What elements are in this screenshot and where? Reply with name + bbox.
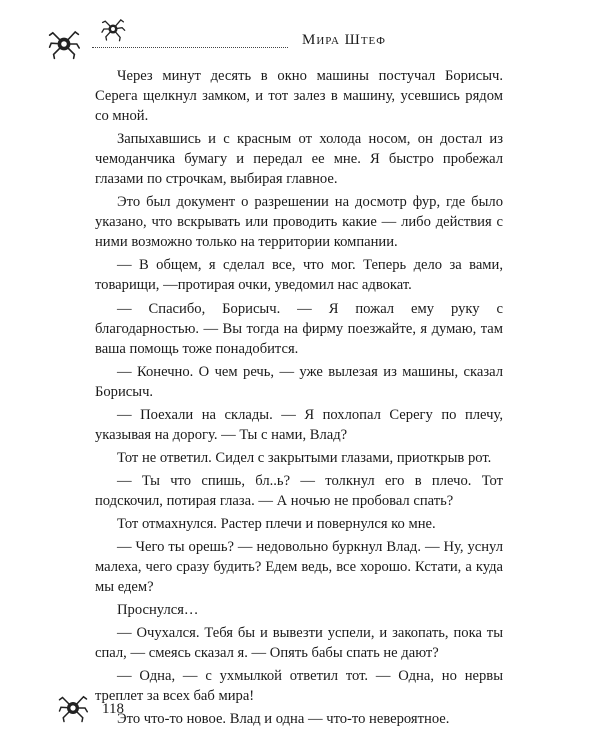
paragraph: — Поехали на склады. — Я похлопал Серегу по плечу, указывая на дорогу. — Ты с нами, Влад?: [95, 406, 503, 443]
spider-icon: [48, 28, 80, 60]
paragraph: Это что-то новое. Влад и одна — что-то невероятное.: [117, 711, 450, 728]
page-number: 118: [102, 701, 124, 717]
header-dotted-rule: [92, 47, 288, 48]
paragraph: Тот отмахнулся. Растер плечи и повернулся ко мне.: [117, 515, 436, 532]
paragraph: — Очухался. Тебя бы и вывезти успели, и закопать, пока ты спал, — смеясь сказал я. — Опять бабы спать не дают?: [95, 625, 503, 662]
page-footer: [58, 693, 178, 725]
paragraph: — В общем, я сделал все, что мог. Теперь дело за вами, товарищи, —протирая очки, уведомил нас адвокат.: [95, 257, 503, 294]
paragraph: Тот не ответил. Сидел с закрытыми глазами, приоткрыв рот.: [117, 449, 492, 466]
paragraph: — Ты что спишь, бл..ь? — толкнул его в плечо. Тот подскочил, потирая глаза. — А ночью не пробовал спать?: [95, 472, 503, 509]
paragraph: — Конечно. О чем речь, — уже вылезая из машины, сказал Борисыч.: [95, 363, 503, 400]
paragraph: Через минут десять в окно машины постучал Борисыч. Серега щелкнул замком, и тот залез в машину, усевшись рядом со мной.: [95, 68, 503, 125]
page-header: [48, 14, 552, 54]
paragraph: Это был документ о разрешении на досмотр фур, где было указано, что вскрывать или проводить какие — либо действия с ними возможно только на территории компании.: [95, 194, 503, 251]
paragraph: — Спасибо, Борисыч. — Я пожал ему руку с благодарностью. — Вы тогда на фирму поезжайте, я думаю, там ваша помощь тоже понадобится.: [95, 300, 503, 357]
running-head-author: Мира Штеф: [302, 32, 386, 48]
page-body: [95, 66, 503, 732]
spider-icon: [100, 16, 126, 42]
paragraph: — Чего ты орешь? — недовольно буркнул Влад. — Ну, уснул малеха, чего сразу будить? Едем ведь, все хорошо. Кстати, а куда мы едем?: [95, 539, 503, 596]
paragraph: Запыхавшись и с красным от холода носом, он достал из чемоданчика бумагу и передал ее мне. Я быстро пробежал глазами по строчкам, выбирая главное.: [95, 131, 503, 188]
paragraph: — Одна, — с ухмылкой ответил тот. — Одна, но нервы треплет за всех баб мира!: [95, 668, 503, 705]
spider-icon: [58, 693, 88, 723]
paragraph: Проснулся…: [117, 602, 199, 619]
